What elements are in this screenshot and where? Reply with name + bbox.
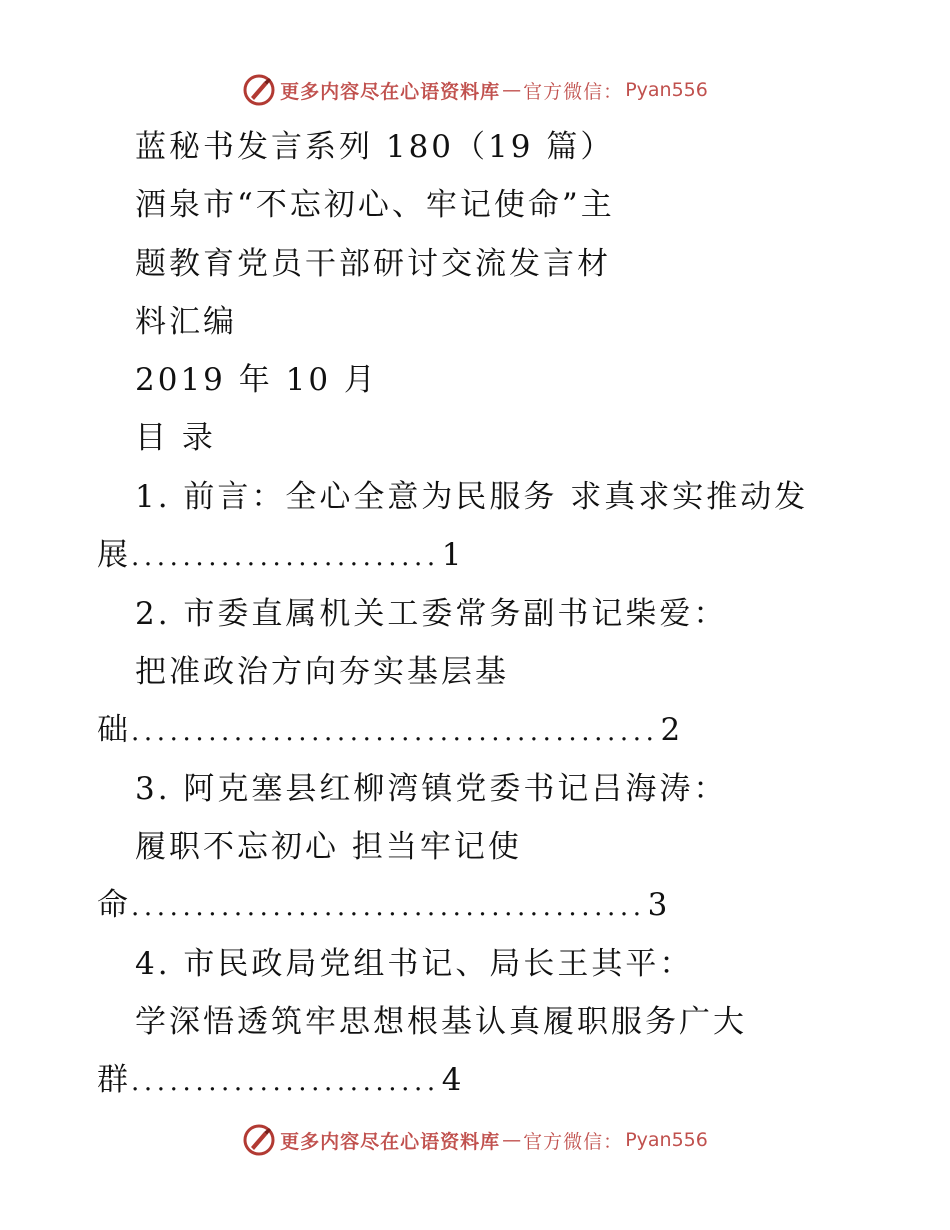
title-line-3: 题教育党员干部研讨交流发言材 [135, 246, 611, 282]
toc-item-2-dots: ......................................... [131, 717, 659, 747]
quill-logo-icon [242, 73, 276, 107]
toc-item-4-page: 4 [441, 1062, 462, 1098]
toc-item-3-dots: ........................................ [131, 892, 646, 922]
toc-item-3-lead: 命 [97, 887, 131, 923]
toc-item-1-page: 1 [441, 537, 462, 573]
toc-item-2-heading: 2. 市委直属机关工委常务副书记柴爱： [135, 596, 728, 632]
toc-item-1-heading: 1. 前言：全心全意为民服务 求真求实推动发 [135, 479, 809, 515]
toc-item-4-heading: 4. 市民政局党组书记、局长王其平： [135, 946, 694, 982]
toc-item-3-leader[interactable] [97, 885, 667, 925]
toc-item-2-page: 2 [660, 712, 681, 748]
watermark-slogan: 更多内容尽在心语资料库 [280, 1130, 501, 1153]
toc-item-1-leader[interactable] [97, 535, 462, 575]
title-line-4: 料汇编 [135, 304, 237, 340]
toc-heading: 目 录 [135, 420, 216, 456]
watermark-dash: — [502, 79, 522, 101]
toc-item-4-lead: 群 [97, 1062, 131, 1098]
toc-item-3-heading: 3. 阿克塞县红柳湾镇党委书记吕海涛： [135, 771, 728, 807]
document-date: 2019 年 10 月 [135, 362, 378, 398]
watermark-handle: Pyan556 [625, 79, 708, 101]
toc-item-3-subheading: 履职不忘初心 担当牢记使 [135, 829, 522, 865]
toc-item-1-dots: ........................ [131, 542, 440, 572]
toc-item-4-subheading: 学深悟透筑牢思想根基认真履职服务广大 [135, 1004, 747, 1040]
title-line-2: 酒泉市“不忘初心、牢记使命”主 [135, 187, 615, 223]
title-line-1: 蓝秘书发言系列 180（19 篇） [135, 129, 615, 165]
watermark-dash: — [502, 1129, 522, 1151]
quill-logo-icon [242, 1123, 276, 1157]
toc-item-4-leader[interactable] [97, 1060, 462, 1100]
watermark-contact-label: 官方微信： [523, 80, 624, 103]
toc-item-2-subheading: 把准政治方向夯实基层基 [135, 654, 509, 690]
toc-item-3-page: 3 [647, 887, 668, 923]
toc-item-4-dots: ........................ [131, 1067, 440, 1097]
watermark-banner-top [0, 70, 950, 110]
watermark-contact-label: 官方微信： [523, 1130, 624, 1153]
watermark-handle: Pyan556 [625, 1129, 708, 1151]
toc-item-1-lead: 展 [97, 537, 131, 573]
toc-item-2-leader[interactable] [97, 710, 680, 750]
watermark-banner-bottom [0, 1120, 950, 1160]
watermark-slogan: 更多内容尽在心语资料库 [280, 80, 501, 103]
toc-item-2-lead: 础 [97, 712, 131, 748]
